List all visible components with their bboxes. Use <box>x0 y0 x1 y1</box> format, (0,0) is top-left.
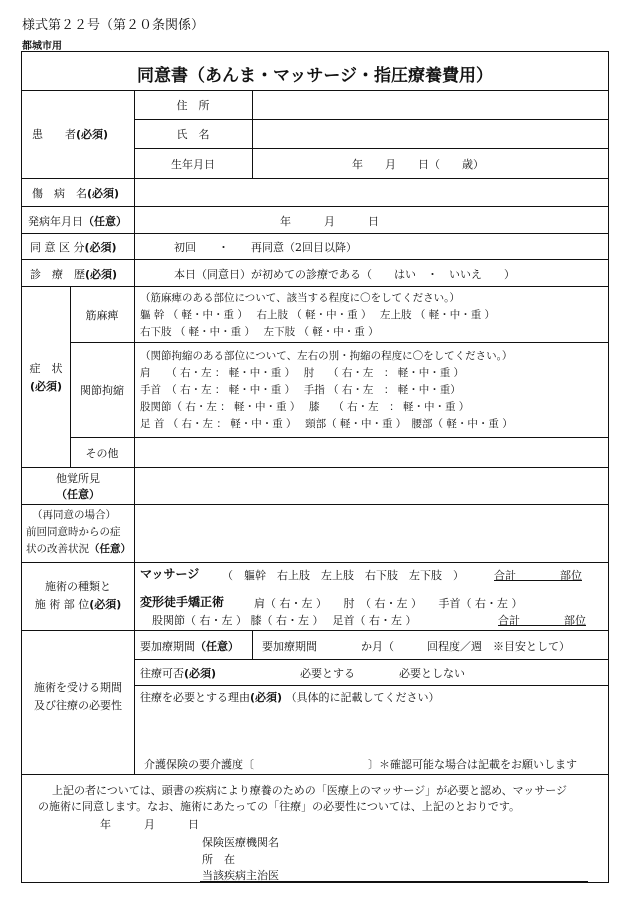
paralysis-label: 筋麻痺 <box>85 309 119 322</box>
paralysis-line: 軀 幹 （ 軽・中・重 ） 右上肢 （ 軽・中・重 ） 左上肢 （ 軽・中・重 ） <box>140 309 496 321</box>
contracture-line: 肩 （ 右・左 ： 軽・中・重 ） 肘 （ 右・左 ： 軽・中・重 ） <box>140 367 465 379</box>
dob-label: 生年月日 <box>171 158 215 171</box>
consent-type-label: 同 意 区 分(必須) <box>30 241 117 254</box>
city-label: 都城市用 <box>22 41 62 52</box>
doctor-label: 当該疾病主治医 <box>202 869 279 882</box>
improvement-label: 状の改善状況（任意） <box>26 543 131 555</box>
history-question: 本日（同意日）が初めての診療である（ はい ・ いいえ ） <box>174 268 515 281</box>
consent-statement: 上記の者については、頭書の疾病により療養のための「医療上のマッサージ」が必要と認め、マッサージ <box>52 784 568 797</box>
treatment-label: 施術の種類と <box>45 580 111 593</box>
name-label: 氏 名 <box>176 128 210 141</box>
contracture-line: 足 首 （ 右・左 ： 軽・中・重 ） 頸部（ 軽・中・重 ） 腰部（ 軽・中・重 ） <box>140 418 513 430</box>
symptoms-required: (必須) <box>29 380 63 393</box>
possible-label: 往療可否(必須) <box>140 667 217 680</box>
disease-label: 傷 病 名(必須) <box>32 187 120 200</box>
paralysis-instruction: （筋麻痺のある部位について、該当する程度に〇をしてください。） <box>140 292 460 304</box>
divider <box>22 178 608 179</box>
signature-line <box>200 881 588 882</box>
divider <box>22 233 608 234</box>
form-number: 様式第２２号（第２０条関係） <box>22 18 205 33</box>
patient-label: 患 者(必須) <box>32 128 109 141</box>
divider <box>22 90 608 91</box>
correction-parts: 股関節（ 右・左 ） 膝（ 右・左 ） 足首（ 右・左 ） <box>152 614 417 627</box>
consent-form <box>21 51 609 883</box>
divider <box>70 437 608 438</box>
consent-statement: の施術に同意します。なお、施術にあたっての「往療」の必要性については、上記のとおりです。 <box>38 800 521 813</box>
contracture-instruction: （関節拘縮のある部位について、左右の別・拘縮の程度に〇をしてください。） <box>140 350 513 362</box>
correction-parts: 肩（ 右・左 ） 肘 （ 右・左 ） 手首（ 右・左 ） <box>254 597 523 610</box>
massage-label: マッサージ <box>140 567 200 581</box>
contracture-label: 関節拘縮 <box>80 384 124 397</box>
divider <box>134 685 608 686</box>
massage-parts: （ 軀幹 右上肢 左上肢 右下肢 左下肢 ） <box>222 569 464 582</box>
correction-label: 変形徒手矯正術 <box>140 595 225 609</box>
divider <box>134 148 608 149</box>
dob-value: 年 月 日（ 歳） <box>352 158 484 171</box>
improvement-label: 前回同意時からの症 <box>26 526 121 538</box>
divider <box>22 259 608 260</box>
divider <box>252 90 253 178</box>
divider <box>70 342 608 343</box>
divider <box>22 286 608 287</box>
care-level-note: 〕＊確認可能な場合は記載をお願いします <box>368 758 577 771</box>
correction-total: 合計 部位 <box>498 614 586 627</box>
divider <box>134 659 608 660</box>
divider <box>22 774 608 775</box>
divider <box>22 630 608 631</box>
possible-options: 必要とする 必要としない <box>300 667 465 680</box>
improvement-label: （再同意の場合） <box>32 509 116 521</box>
visit-label: 施術を受ける期間 <box>34 681 122 694</box>
form-title: 同意書（あんま・マッサージ・指圧療養費用） <box>137 66 493 86</box>
divider <box>22 206 608 207</box>
symptoms-label: 症 状 <box>29 362 63 375</box>
divider <box>134 119 608 120</box>
paralysis-line: 右下肢 （ 軽・中・重 ） 左下肢 （ 軽・中・重 ） <box>140 326 379 338</box>
onset-label: 発病年月日（任意） <box>28 215 127 228</box>
consent-type-options: 初回 ・ 再同意（2回目以降） <box>174 241 357 254</box>
period-label: 要加療期間（任意） <box>140 640 239 653</box>
contracture-line: 手首 （ 右・左 ： 軽・中・重 ） 手指 （ 右・左 ： 軽・中・重） <box>140 384 461 396</box>
divider <box>22 562 608 563</box>
contracture-line: 股関節（ 右・左 ： 軽・中・重 ） 膝 （ 右・左 ： 軽・中・重 ） <box>140 401 470 413</box>
reason-label: 往療を必要とする理由(必須) （具体的に記載してください） <box>140 691 440 704</box>
institution-label: 保険医療機関名 <box>202 836 279 849</box>
findings-optional: （任意） <box>56 488 100 501</box>
divider <box>134 90 135 774</box>
care-level-label: 介護保険の要介護度〔 <box>144 758 254 771</box>
divider <box>22 467 608 468</box>
divider <box>252 630 253 659</box>
findings-label: 他覚所見 <box>56 472 100 485</box>
visit-label: 及び往療の必要性 <box>34 699 122 712</box>
history-label: 診 療 歴(必須) <box>30 268 118 281</box>
massage-total: 合計 部位 <box>494 569 582 582</box>
divider <box>22 504 608 505</box>
period-field: 要加療期間 か月（ 回程度／週 ※目安として） <box>262 640 570 653</box>
signature-date: 年 月 日 <box>100 818 199 831</box>
other-label: その他 <box>85 447 119 460</box>
address-label: 住 所 <box>176 99 210 112</box>
onset-value: 年 月 日 <box>280 215 379 228</box>
location-label: 所 在 <box>202 853 235 866</box>
treatment-label: 施 術 部 位(必須) <box>34 598 122 611</box>
